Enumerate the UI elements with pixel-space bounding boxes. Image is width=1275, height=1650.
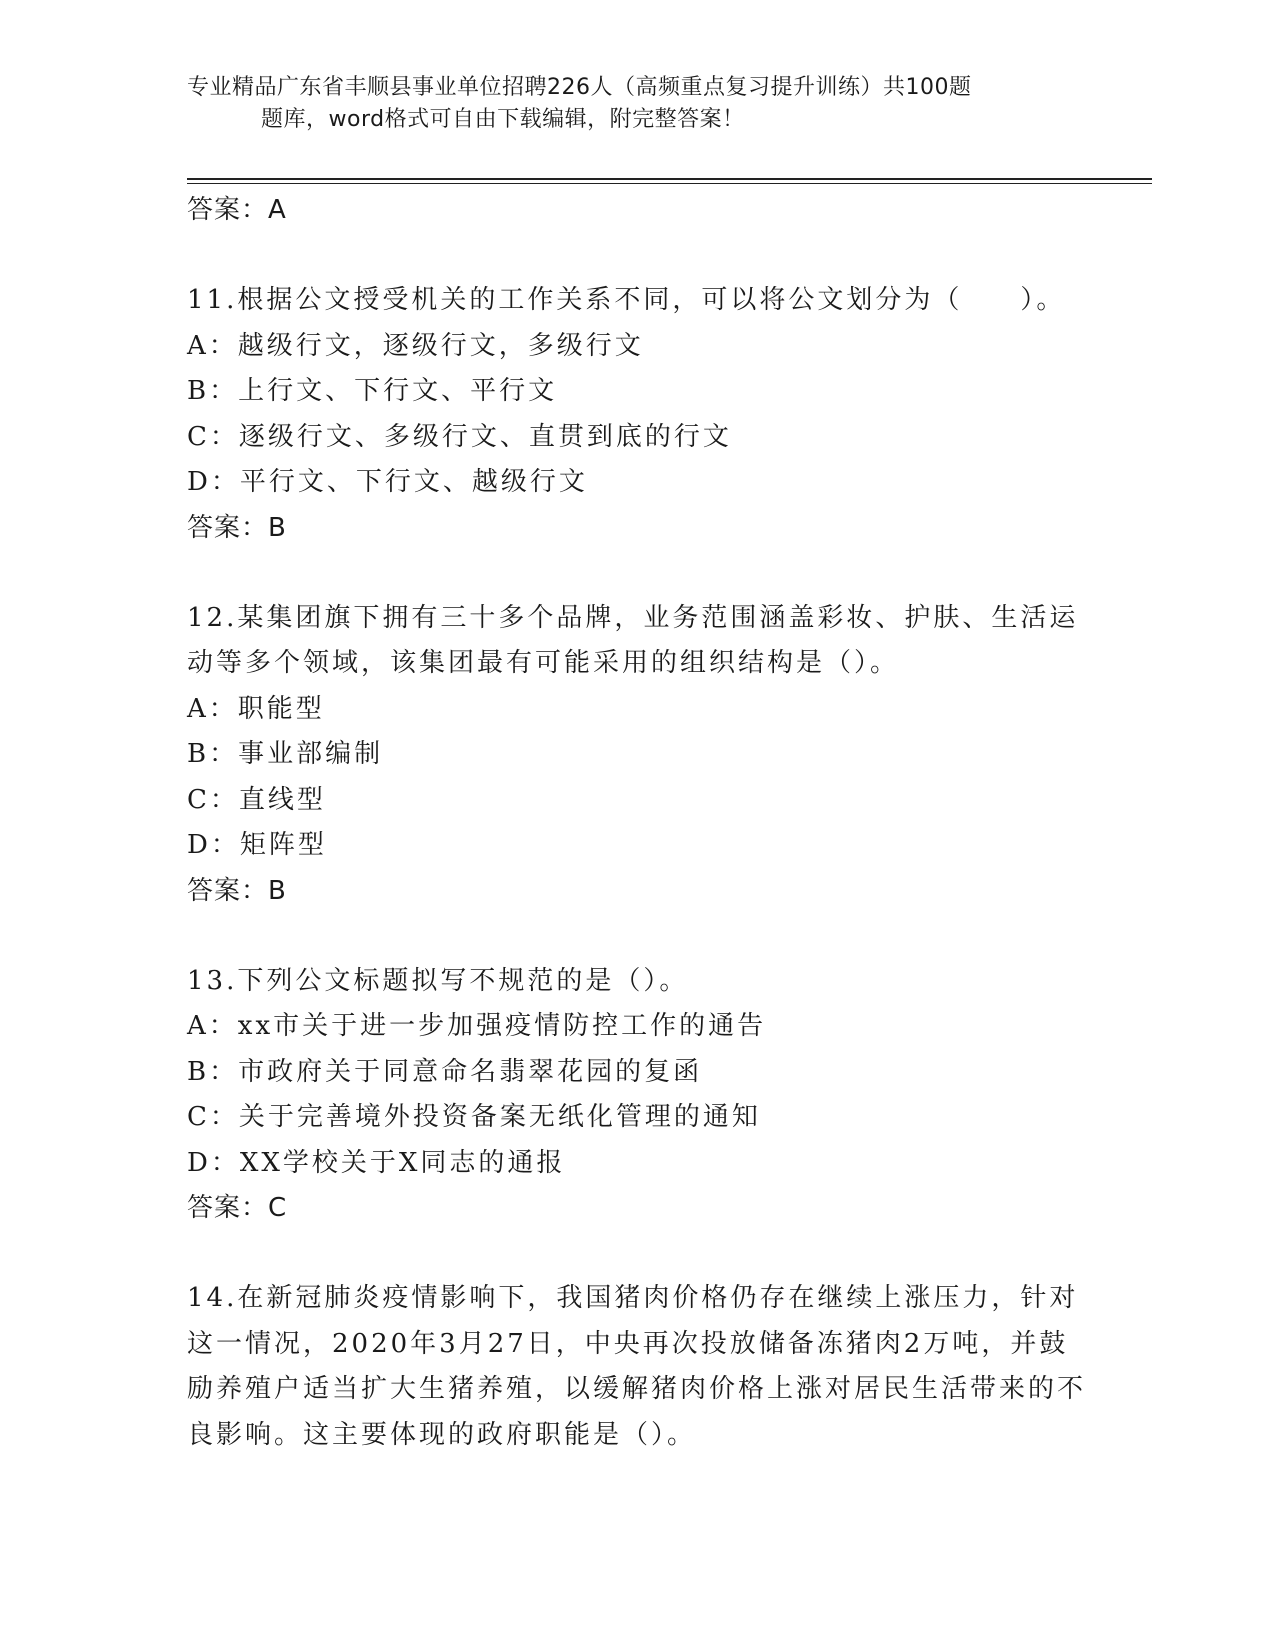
question-11 <box>187 278 1087 551</box>
header-line-2: 题库，word格式可自由下载编辑，附完整答案！ <box>261 107 745 132</box>
option-c: C：直线型 <box>187 784 326 815</box>
document-header <box>187 72 1067 136</box>
option-d: D：矩阵型 <box>187 830 327 860</box>
question-13 <box>187 959 1087 1232</box>
option-c: C：逐级行文、多级行文、直贯到底的行文 <box>187 421 732 452</box>
answer: 答案：B <box>187 875 287 906</box>
answer: 答案：B <box>187 512 287 543</box>
option-a: A：职能型 <box>187 693 325 724</box>
option-a: A：越级行文，逐级行文，多级行文 <box>187 330 644 361</box>
header-line-1: 专业精品广东省丰顺县事业单位招聘226人（高频重点复习提升训练）共100题 <box>187 75 972 100</box>
option-b: B：上行文、下行文、平行文 <box>187 376 558 406</box>
option-c: C：关于完善境外投资备案无纸化管理的通知 <box>187 1102 761 1132</box>
question-text: 11.根据公文授受机关的工作关系不同，可以将公文划分为（ ）。 <box>187 285 1066 315</box>
header-rule-thin <box>187 183 1152 184</box>
question-list <box>187 188 1087 1458</box>
question-text: 13.下列公文标题拟写不规范的是（）。 <box>187 965 689 996</box>
answer: 答案：C <box>187 1193 288 1223</box>
question-text: 14.在新冠肺炎疫情影响下，我国猪肉价格仍存在继续上涨压力，针对这一情况，2020年3月27日，中央再次投放储备冻猪肉2万吨，并鼓励养殖户适当扩大生猪养殖，以缓解猪肉价格上涨对居民生活带来的不良影响。这主要体现的政府职能是（）。 <box>187 1283 1087 1450</box>
option-b: B：市政府关于同意命名翡翠花园的复函 <box>187 1056 703 1087</box>
header-rule-thick <box>187 178 1152 180</box>
option-a: A：xx市关于进一步加强疫情防控工作的通告 <box>187 1011 767 1041</box>
question-14 <box>187 1276 1087 1458</box>
previous-answer: 答案：A <box>187 195 287 225</box>
option-d: D：XX学校关于X同志的通报 <box>187 1147 566 1178</box>
option-b: B：事业部编制 <box>187 739 384 769</box>
question-12 <box>187 596 1087 914</box>
option-d: D：平行文、下行文、越级行文 <box>187 467 588 497</box>
question-text: 12.某集团旗下拥有三十多个品牌，业务范围涵盖彩妆、护肤、生活运动等多个领域，该集团最有可能采用的组织结构是（）。 <box>187 602 1079 678</box>
